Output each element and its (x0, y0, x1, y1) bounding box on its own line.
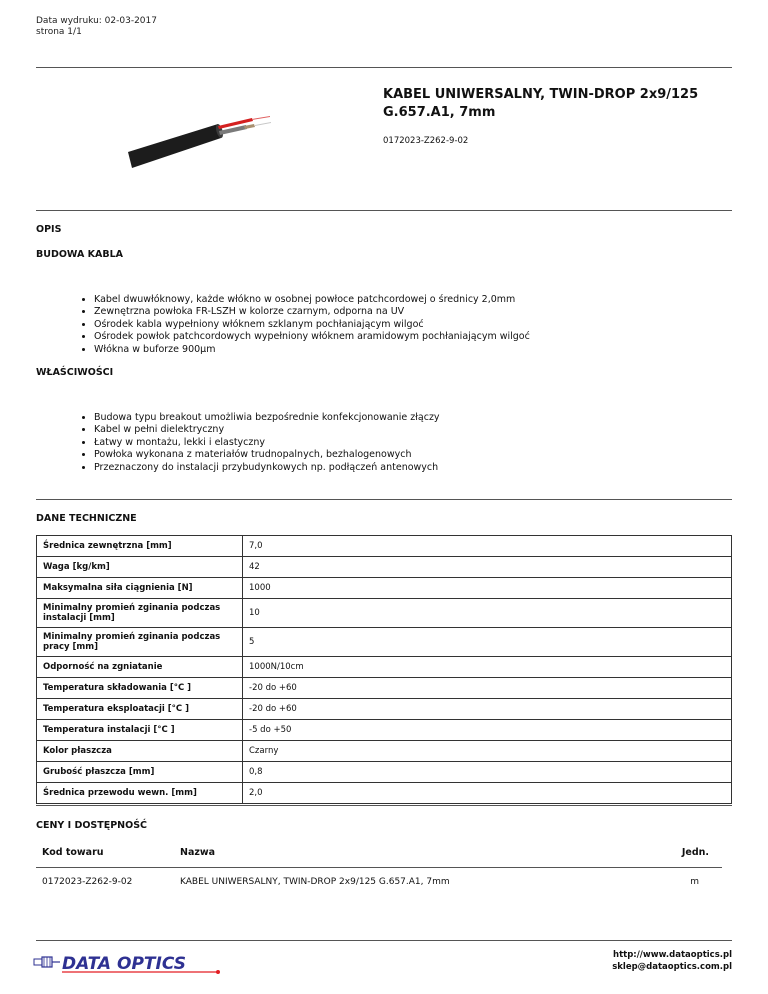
table-row (37, 741, 732, 762)
table-row (37, 762, 732, 783)
list-item: • Przeznaczony do instalacji przybudynkowych np. podłączeń antenowych (94, 462, 440, 474)
list-item: • Budowa typu breakout umożliwia bezpośrednie konfekcjonowanie złączy (94, 412, 440, 424)
table-row (37, 783, 732, 804)
table-row (37, 657, 732, 678)
spec-key: Grubość płaszcza [mm] (37, 762, 243, 783)
table-row (37, 599, 732, 628)
footer-contact (612, 950, 732, 973)
list-item: • Ośrodek kabla wypełniony włóknem szklanym pochłaniającym wilgoć (94, 319, 530, 331)
price-row-unit: m (690, 877, 699, 887)
spec-table (36, 535, 732, 804)
table-row (37, 536, 732, 557)
spec-value: -20 do +60 (243, 699, 732, 720)
print-meta (36, 16, 157, 38)
section-wlasciwosci-heading: WŁAŚCIWOŚCI (36, 367, 114, 378)
website-link[interactable]: http://www.dataoptics.pl (613, 950, 732, 960)
spec-key: Minimalny promień zginania podczas pracy [mm] (37, 628, 243, 657)
spec-value: 7,0 (243, 536, 732, 557)
divider (36, 210, 732, 211)
print-date: Data wydruku: 02-03-2017 (36, 16, 157, 26)
spec-key: Temperatura instalacji [°C ] (37, 720, 243, 741)
section-ceny-heading: CENY I DOSTĘPNOŚĆ (36, 820, 148, 831)
spec-key: Minimalny promień zginania podczas instalacji [mm] (37, 599, 243, 628)
divider (36, 67, 732, 68)
spec-value: 10 (243, 599, 732, 628)
list-item: • Włókna w buforze 900µm (94, 344, 530, 356)
section-opis-heading: OPIS (36, 224, 62, 235)
spec-key: Odporność na zgniatanie (37, 657, 243, 678)
table-row (37, 699, 732, 720)
price-header-divider (36, 867, 722, 868)
spec-value: 1000N/10cm (243, 657, 732, 678)
page-number: strona 1/1 (36, 27, 82, 37)
spec-key: Temperatura eksploatacji [°C ] (37, 699, 243, 720)
table-row (37, 578, 732, 599)
list-item: • Zewnętrzna powłoka FR-LSZH w kolorze czarnym, odporna na UV (94, 306, 530, 318)
col-header-name: Nazwa (180, 847, 216, 858)
logo-text: DATA OPTICS (32, 948, 39, 949)
spec-value: 5 (243, 628, 732, 657)
connector-icon (34, 957, 60, 967)
list-item: • Powłoka wykonana z materiałów trudnopalnych, bezhalogenowych (94, 449, 440, 461)
section-budowa-heading: BUDOWA KABLA (36, 249, 123, 260)
section-dane-heading: DANE TECHNICZNE (36, 513, 137, 524)
budowa-list (76, 294, 530, 356)
spec-key: Średnica przewodu wewn. [mm] (37, 783, 243, 804)
fiber-core-grey (255, 122, 271, 126)
spec-value: 2,0 (243, 783, 732, 804)
list-item: • Kabel dwuwłóknowy, każde włókno w osobnej powłoce patchcordowej o średnicy 2,0mm (94, 294, 530, 306)
spec-key: Średnica zewnętrzna [mm] (37, 536, 243, 557)
cable-jacket (128, 124, 221, 168)
product-image (118, 88, 290, 196)
divider (36, 940, 732, 941)
spec-key: Kolor płaszcza (37, 741, 243, 762)
price-row-name: KABEL UNIWERSALNY, TWIN-DROP 2x9/125 G.657.A1, 7mm (180, 877, 450, 887)
table-row (37, 720, 732, 741)
list-item: • Łatwy w montażu, lekki i elastyczny (94, 437, 440, 449)
table-row (37, 557, 732, 578)
price-row-code: 0172023-Z262-9-02 (42, 877, 133, 887)
spec-key: Waga [kg/km] (37, 557, 243, 578)
spec-value: 42 (243, 557, 732, 578)
spec-value: -5 do +50 (243, 720, 732, 741)
table-row (37, 628, 732, 657)
spec-value: 1000 (243, 578, 732, 599)
email-link[interactable]: sklep@dataoptics.com.pl (612, 961, 732, 972)
spec-value: -20 do +60 (243, 678, 732, 699)
list-item: • Kabel w pełni dielektryczny (94, 424, 440, 436)
spec-value: Czarny (243, 741, 732, 762)
wlasciwosci-list (76, 412, 440, 474)
list-item: • Ośrodek powłok patchcordowych wypełniony włóknem aramidowym pochłaniającym wilgoć (94, 331, 530, 343)
product-code: 0172023-Z262-9-02 (383, 136, 469, 146)
logo-dot (216, 970, 220, 974)
data-optics-logo (32, 948, 222, 976)
divider (36, 499, 732, 500)
spec-key: Temperatura składowania [°C ] (37, 678, 243, 699)
product-title: KABEL UNIWERSALNY, TWIN-DROP 2x9/125 G.657.A1, 7mm (383, 87, 699, 120)
spec-value: 0,8 (243, 762, 732, 783)
logo-wordmark: DATA OPTICS (62, 954, 186, 974)
col-header-unit: Jedn. (681, 847, 709, 858)
fiber-core-red (252, 116, 270, 120)
fiber-strip (244, 124, 255, 129)
divider (36, 805, 732, 806)
col-header-code: Kod towaru (42, 847, 104, 858)
spec-key: Maksymalna siła ciągnienia [N] (37, 578, 243, 599)
table-row (37, 678, 732, 699)
